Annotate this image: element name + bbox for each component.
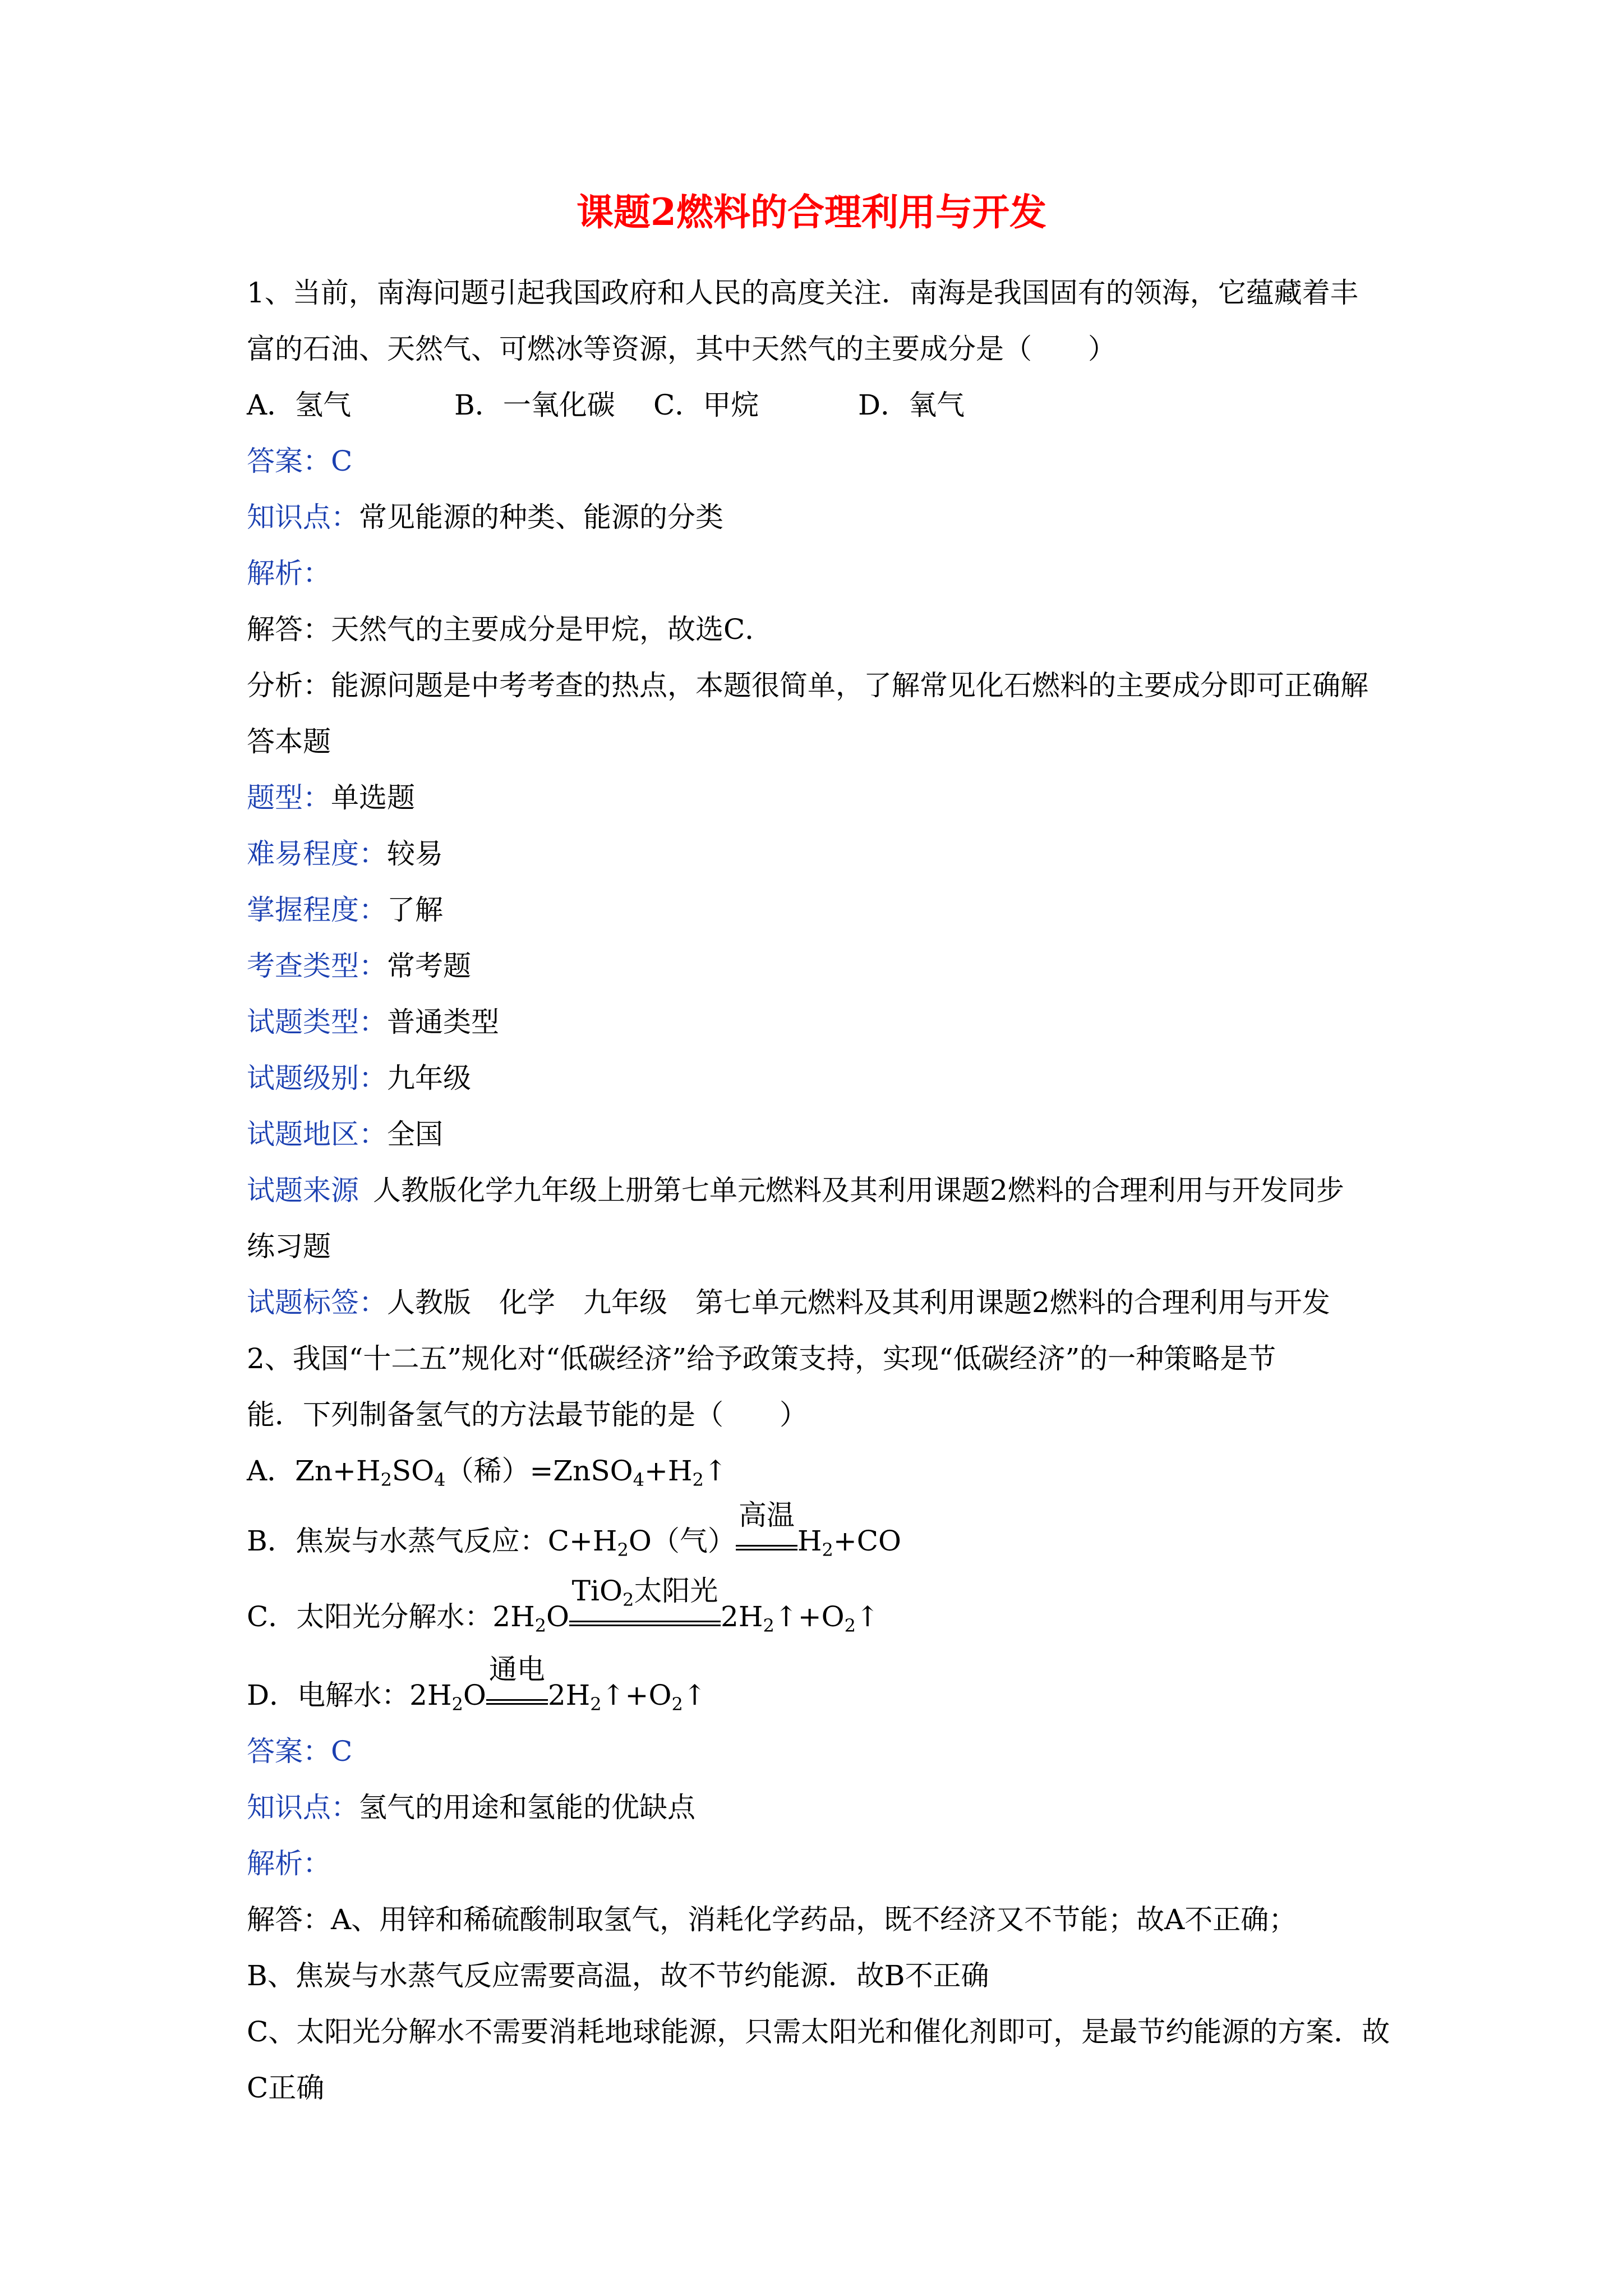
knowledge-label: 知识点： xyxy=(247,501,359,533)
q1-question-type-line xyxy=(247,1008,499,1036)
opt-a-text: A．Zn+H xyxy=(247,1455,381,1487)
opt-c-text: O xyxy=(546,1600,570,1633)
q1-mastery-line xyxy=(247,896,443,924)
opt-d-sub: 2 xyxy=(590,1694,602,1715)
type-label: 题型： xyxy=(247,781,331,814)
opt-a-sub: 2 xyxy=(692,1469,704,1490)
opt-c-sub: 2 xyxy=(763,1615,774,1636)
opt-d-sub: 2 xyxy=(671,1694,683,1715)
knowledge-value: 氢气的用途和氢能的优缺点 xyxy=(359,1791,695,1824)
difficulty-value: 较易 xyxy=(387,838,443,870)
opt-b-text: +CO xyxy=(833,1525,901,1557)
source-label: 试题来源 xyxy=(247,1174,359,1207)
q1-option-b: B．一氧化碳 xyxy=(454,389,615,421)
q1-options xyxy=(247,391,965,419)
opt-c-sub: 2 xyxy=(844,1615,856,1636)
grade-value: 九年级 xyxy=(387,1062,471,1094)
answer-value: C xyxy=(331,445,353,477)
q1-type-line xyxy=(247,781,415,814)
up-arrow: ↑ xyxy=(855,1600,879,1633)
q2-answer-line xyxy=(247,1735,353,1768)
type-value: 单选题 xyxy=(331,781,415,814)
q1-knowledge-line xyxy=(247,503,723,531)
q2-solution-line1: 解答：A、用锌和稀硫酸制取氢气，消耗化学药品，既不经济又不节能；故A不正确； xyxy=(247,1903,1297,1936)
equals-bar xyxy=(569,1621,721,1626)
q2-solution-line4: C正确 xyxy=(247,2072,325,2104)
region-value: 全国 xyxy=(387,1118,443,1151)
equals-bar xyxy=(736,1545,797,1550)
q1-option-a: A．氢气 xyxy=(247,389,352,421)
q1-answer-line xyxy=(247,447,352,475)
condition-label: 高温 xyxy=(738,1499,795,1531)
source-value: 人教版化学九年级上册第七单元燃料及其利用课题2燃料的合理利用与开发同步 xyxy=(373,1174,1344,1207)
opt-b-text: O（气） xyxy=(628,1525,736,1557)
q2-option-a xyxy=(247,1455,727,1490)
opt-d-text: D．电解水：2H xyxy=(247,1679,452,1711)
q2-option-d xyxy=(247,1653,707,1715)
q2-solution-line2: B、焦炭与水蒸气反应需要高温，故不节约能源．故B不正确 xyxy=(247,1959,989,1992)
exam-type-label: 考查类型： xyxy=(247,950,387,982)
q1-difficulty-line xyxy=(247,840,443,868)
tags-value: 人教版 化学 九年级 第七单元燃料及其利用课题2燃料的合理利用与开发 xyxy=(387,1286,1330,1319)
opt-c-text: C．太阳光分解水：2H xyxy=(247,1600,535,1633)
condition-label: 通电 xyxy=(488,1653,545,1686)
q1-tags-line xyxy=(247,1286,1330,1319)
opt-d-sub: 2 xyxy=(451,1694,463,1715)
catalyst: TiO xyxy=(571,1575,623,1607)
opt-a-sub: 2 xyxy=(380,1469,392,1490)
opt-d-text: ↑+O xyxy=(601,1679,672,1711)
opt-a-sub: 4 xyxy=(434,1469,446,1490)
reaction-condition xyxy=(736,1499,797,1550)
q2-stem-line1: 2、我国“十二五”规化对“低碳经济”给予政策支持，实现“低碳经济”的一种策略是节 xyxy=(247,1342,1276,1375)
exam-type-value: 常考题 xyxy=(387,950,471,982)
opt-a-sub: 4 xyxy=(633,1469,644,1490)
opt-c-text: 2H xyxy=(721,1600,763,1633)
opt-b-text: B．焦炭与水蒸气反应：C+H xyxy=(247,1525,617,1557)
reaction-condition xyxy=(486,1653,548,1705)
up-arrow: ↑ xyxy=(703,1455,727,1487)
difficulty-label: 难易程度： xyxy=(247,838,387,870)
document-title: 课题2燃料的合理利用与开发 xyxy=(577,190,1046,234)
q1-analysis-label: 解析： xyxy=(247,557,331,590)
opt-a-text: SO xyxy=(391,1455,435,1487)
answer-label: 答案： xyxy=(247,445,331,477)
q2-analysis-label: 解析： xyxy=(247,1847,331,1880)
opt-b-text: H xyxy=(797,1525,822,1557)
opt-d-text: O xyxy=(463,1679,486,1711)
opt-c-text: ↑+O xyxy=(774,1600,845,1633)
q1-option-d: D．氧气 xyxy=(858,389,965,421)
opt-d-text: 2H xyxy=(547,1679,591,1711)
condition-light: 太阳光 xyxy=(634,1575,718,1607)
mastery-label: 掌握程度： xyxy=(247,894,387,926)
answer-label: 答案： xyxy=(247,1735,331,1768)
q1-solution: 解答：天然气的主要成分是甲烷，故选C． xyxy=(247,613,773,646)
q1-region-line xyxy=(247,1118,443,1151)
knowledge-label: 知识点： xyxy=(247,1791,359,1824)
equals-bar xyxy=(486,1699,548,1705)
opt-a-text: +H xyxy=(644,1455,693,1487)
up-arrow: ↑ xyxy=(683,1679,707,1711)
q1-grade-line xyxy=(247,1064,471,1092)
q2-option-c xyxy=(247,1575,879,1636)
opt-b-sub: 2 xyxy=(617,1539,629,1561)
condition-label xyxy=(569,1575,721,1611)
q1-stem-line1: 1、当前，南海问题引起我国政府和人民的高度关注．南海是我国固有的领海，它蕴藏着丰 xyxy=(247,277,1358,309)
q1-fenxi-line2: 答本题 xyxy=(247,725,331,758)
q2-option-b xyxy=(247,1499,901,1561)
grade-label: 试题级别： xyxy=(247,1062,387,1094)
answer-value: C xyxy=(331,1735,353,1768)
reaction-condition xyxy=(569,1575,721,1626)
q1-option-c: C．甲烷 xyxy=(653,389,759,421)
opt-b-sub: 2 xyxy=(822,1539,833,1561)
q2-knowledge-line xyxy=(247,1791,695,1824)
knowledge-value: 常见能源的种类、能源的分类 xyxy=(359,501,723,533)
region-label: 试题地区： xyxy=(247,1118,387,1151)
opt-a-text: （稀）=ZnSO xyxy=(445,1455,633,1487)
mastery-value: 了解 xyxy=(387,894,443,926)
question-type-value: 普通类型 xyxy=(387,1006,499,1038)
q2-stem-line2: 能．下列制备氢气的方法最节能的是（ ） xyxy=(247,1398,808,1431)
q1-source-line1 xyxy=(247,1174,1344,1207)
opt-c-sub: 2 xyxy=(534,1615,547,1636)
catalyst-sub: 2 xyxy=(623,1589,634,1611)
q1-fenxi-line1: 分析：能源问题是中考考查的热点，本题很简单，了解常见化石燃料的主要成分即可正确解 xyxy=(247,669,1368,702)
q1-stem-line2: 富的石油、天然气、可燃冰等资源，其中天然气的主要成分是（ ） xyxy=(247,333,1116,365)
q1-exam-type-line xyxy=(247,952,471,980)
tags-label: 试题标签： xyxy=(247,1286,387,1319)
question-type-label: 试题类型： xyxy=(247,1006,387,1038)
q1-source-line2: 练习题 xyxy=(247,1230,331,1263)
q2-solution-line3: C、太阳光分解水不需要消耗地球能源，只需太阳光和催化剂即可，是最节约能源的方案．故 xyxy=(247,2016,1390,2048)
